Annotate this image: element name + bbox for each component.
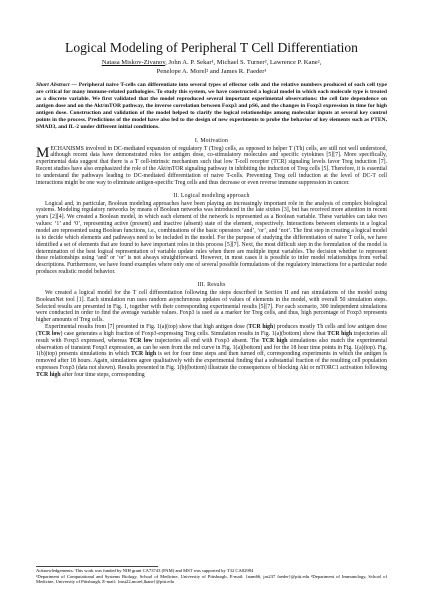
motivation-text: ECHANISMS involved in DC-mediated expansion of regulatory T (Treg) cells, as opposed to helper T (Th) cells, are still not well understood, although recent data have demonstrated roles for antigen dose, co-stimulatory molecules and specific cytokines [5][7]. More specifically, experimental data suggest that there is a T cell-intrinsic mechanism such that low T-cell receptor (TCR) signaling levels favor Treg induction [7]. Recent studies have also emphasized the role of the Akt/mTOR signaling pathway in inhibiting the induction of Treg cells [5]. Therefore, it is essential to understand the pathways leading to DC-mediated differentiation of naive T-cells. Preventing Treg cell induction at the level of DC-T cell interactions might be one way to eliminate antigen-specific Treg cells and thus decrease or even reverse immune suppression in cancer.: [36, 145, 387, 186]
results-paragraph-2: [36, 324, 387, 379]
section-title-motivation: I. Motivation: [194, 137, 229, 144]
paper-title: Logical Modeling of Peripheral T Cell Differentiation: [65, 40, 358, 55]
results-text: simulations also match the experimental observation of transient Foxp3 expression, as can be seen from the red curve in Fig. 1(a)(bottom) and for the 18 hour time points in Fig. 1(a)(top). Fig. 1(b)(top) presents simulations in which: [36, 337, 387, 358]
section-title-results: III. Results: [197, 281, 226, 288]
results-bold: TCR low: [129, 337, 153, 344]
results-bold: TCR high: [130, 351, 157, 358]
results-bold: TCR low: [37, 330, 61, 337]
results-text: ) produces mostly Th cells and low antigen dose (: [36, 324, 387, 337]
results-text: after four time steps, corresponding: [60, 372, 145, 378]
author-line1-rest: , John A. P. Sekar¹, Michael S. Turner², Lawrence P. Kane²,: [165, 59, 322, 66]
author-list: [36, 59, 387, 76]
author-first: Natasa Miskov-Zivanov: [101, 59, 166, 66]
abstract-body: Peripheral naive T-cells can differentiate into several types of effector cells and the relative numbers produced of each cell type are critical for many immune-related pathologies. To study this system, we have constructed a logical model in which each molecule type is treated as a discrete variable. We first validated that the model reproduced several important experimental observations: the cell fate dependence on antigen dose and on the Akt/mTOR pathway, the inverse correlation between Foxp3 and pS6, and the changes in Foxp3 expression in time for high antigen dose. Construction and validation of the model helped to clarify the logical relationships among molecular inputs at several key control points in the process. Predictions of the model have also led to the design of new experiments to probe the behavior of key elements such as PTEN, SMAD3, and IL-2 under different initial conditions.: [36, 82, 387, 130]
abstract-lead: Short Abstract: [36, 82, 70, 89]
section-title-approach: II. Logical modeling approach: [173, 192, 250, 199]
approach-paragraph: Logical and, in particular, Boolean modeling approaches have been playing an increasingly important role in the analysis of complex biological systems. Modeling regulatory networks by means of Boolean networks was introduced in the late sixties [3], but has received more attention in recent years [2][4]. We created a Boolean model, in which each element of the network is represented as a Boolean variable. These variables can take two values: ‘1’ and ‘0’, representing active (present) and inactive (absent) state of the element, respectively. Interactions between elements in a logical model are represented using Boolean functions, i.e., combinations of the basic operators ‘and’, ‘or’, and ‘not’. The first step in creating a logical model is to decide which elements and pathways need to be included in the model. For the purpose of studying the differentiation of naive T cells, we have identified a set of elements that are found to have important roles in this process [5][7]. Next, the most difficult step in the formulation of the model is determination of the best logical representation of variable update rules when there are multiple input variables. The decision whether to represent these relationships using ‘and’ or ‘or’ is not always straightforward. However, in most cases it is possible to infer model relationships from verbal descriptions. Furthermore, we have found examples where only one of several possible formulations of the regulatory interactions for a particular node produces realistic model behavior.: [36, 200, 387, 276]
results-bold: TCR high: [248, 324, 274, 331]
results-bold: TCR high: [36, 372, 61, 378]
results-bold: TCR high: [327, 330, 353, 337]
results-paragraph-1: We created a logical model for the T cell differentiation following the steps described in Section II and ran simulations of the model using BooleanNet tool [1]. Each simulation run uses random asynchronous updates of values of elements in the model, with overall 50 simulation steps. Selected results are presented in Fig. 1, together with their corresponding experimental results [5][7]. For each scenario, 300 independent simulations were conducted in order to find the average variable values. Foxp3 is used as a marker for Treg cells, and thus, high percentage of Foxp3 represents higher amounts of Treg cells.: [36, 289, 387, 324]
results-text: is set for four time steps and then turned off, corresponding experiments in which the antigen is removed after 18 hours. Again, simulations agree qualitatively with the experimental finding that a substantial fraction of the resulting cell population expresses Foxp3 (data not shown). Results presented in Fig. 1(b)(bottom) illustrate the consequences of blocking Akt or mTORC1 activation following: [36, 351, 388, 372]
abstract: [36, 82, 387, 130]
results-text: ) case generates a high fraction of Foxp3-expressing Treg cells. Simulation results in Fig. 1(a)(bottom) show that: [60, 330, 328, 337]
results-bold: TCR high: [261, 337, 288, 344]
drop-cap: M: [36, 144, 50, 161]
author-line2: Penelope A. Morel² and James R. Faeder¹: [156, 67, 267, 75]
results-text: trajectories all end with Foxp3 absent. The: [152, 337, 262, 344]
footnote: [36, 568, 387, 585]
motivation-paragraph: [36, 146, 387, 187]
footnote-rule: [36, 566, 158, 567]
results-text: Experimental results from [7] presented in Fig. 1(a)(top) show that high antigen dose (: [45, 324, 249, 331]
abstract-dash: —: [69, 82, 79, 89]
acknowledgements: Acknowledgements: This work was funded by NIH grant CA73743 (PAM) and MST was supported by T32 CA82984: [36, 568, 254, 573]
results-text: trajectories all result with Foxp3 expressed, whereas: [36, 330, 387, 344]
affiliations: ¹Department of Computational and Systems Biology, School of Medicine, University of Pittsburgh, E-mail: {nam66, jas237 faeder}@pitt.edu ²Department of Immunology, School of Medicine, University of Pittsburgh, E-mail: {mst22,morel,lkane}@pitt.edu: [36, 573, 387, 585]
